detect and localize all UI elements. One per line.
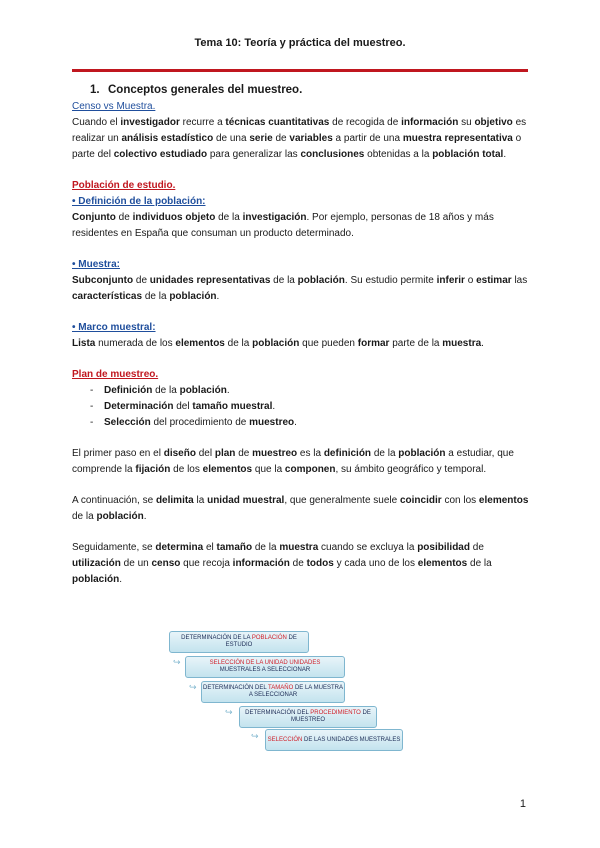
plan-heading[interactable]: Plan de muestreo. [72, 369, 159, 380]
curved-arrow-icon: ↪ [225, 707, 233, 717]
curved-arrow-icon: ↪ [173, 657, 181, 667]
list-item: - Definición de la población. [90, 385, 230, 396]
page-number: 1 [519, 798, 526, 810]
plan-paragraph-1: El primer paso en el diseño del plan de muestreo es la definición de la población a estudiar, que comprende la fijación de los elementos que la componen, su ámbito geográfico y temporal. [72, 448, 514, 475]
curved-arrow-icon: ↪ [251, 731, 259, 741]
definicion-label[interactable]: • Definición de la población: [72, 196, 206, 207]
diagram-step-tamano: DETERMINACIÓN DEL TAMAÑO DE LA MUESTRA A SELECCIONAR [201, 681, 345, 703]
plan-paragraph-3: Seguidamente, se determina el tamaño de la muestra cuando se excluya la posibilidad de utilización de un censo que recoja información de todos y cada uno de los elementos de la población. [72, 542, 492, 585]
section-heading: 1. Conceptos generales del muestreo. [90, 84, 303, 96]
muestra-label[interactable]: • Muestra: [72, 259, 120, 270]
poblacion-heading[interactable]: Población de estudio. [72, 180, 176, 191]
page-title: Tema 10: Teoría y práctica del muestreo. [194, 37, 406, 49]
curved-arrow-icon: ↪ [189, 682, 197, 692]
sampling-process-diagram [163, 629, 403, 754]
censo-heading[interactable]: Censo vs Muestra. [72, 101, 156, 112]
censo-paragraph: Cuando el investigador recurre a técnicas cuantitativas de recogida de información su objetivo es realizar un análisis estadístico de una serie de variables a partir de una muestra representativa o parte del colectivo estudiado para generalizar las conclusiones obtenidas a la población total. [72, 117, 527, 160]
plan-list [72, 383, 532, 431]
diagram-step-unidades: SELECCIÓN DE LA UNIDAD UNIDADES MUESTRALES A SELECCIONAR [185, 656, 345, 678]
diagram-step-procedimiento: DETERMINACIÓN DEL PROCEDIMIENTO DE MUESTREO [239, 706, 377, 728]
muestra-paragraph: Subconjunto de unidades representativas de la población. Su estudio permite inferir o estimar las características de la población. [72, 275, 528, 302]
diagram-step-poblacion: DETERMINACIÓN DE LA POBLACIÓN DE ESTUDIO [169, 631, 309, 653]
marco-label[interactable]: • Marco muestral: [72, 322, 156, 333]
list-item: - Selección del procedimiento de muestreo. [90, 417, 297, 428]
list-item: - Determinación del tamaño muestral. [90, 401, 276, 412]
diagram-step-seleccion: SELECCIÓN DE LAS UNIDADES MUESTRALES [265, 729, 403, 751]
plan-paragraph-2: A continuación, se delimita la unidad muestral, que generalmente suele coincidir con los elementos de la población. [72, 495, 529, 522]
title-rule [72, 69, 528, 72]
document-body [72, 82, 532, 588]
definicion-paragraph: Conjunto de individuos objeto de la investigación. Por ejemplo, personas de 18 años y más residentes en España que consuman un producto determinado. [72, 212, 494, 239]
marco-paragraph: Lista numerada de los elementos de la población que pueden formar parte de la muestra. [72, 338, 484, 349]
